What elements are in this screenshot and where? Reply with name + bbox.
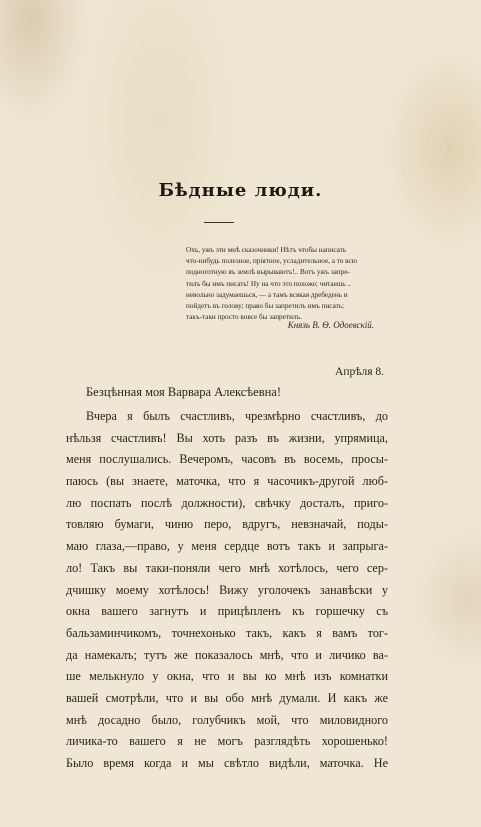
epigraph-line: тилъ бы имъ писать! Ну на что это похоже; читаешь ..	[186, 279, 351, 288]
epigraph-line: что-нибудь полезное, пріятное, усладительное, а то всю	[186, 257, 358, 266]
body-line: нѣльзя счастливъ! Вы хоть разъ въ жизни, упрямица,	[66, 430, 388, 445]
body-line: паюсь (вы знаете, маточка, что я часочикъ-другой люб-	[66, 474, 388, 489]
body-line: товляю бумаги, чиню перо, вдругъ, невзначай, поды-	[66, 517, 388, 532]
epigraph-line: такъ-таки просто вовсе бы запретилъ.	[186, 313, 302, 322]
epigraph-line: невольно задумаешься, — а тамъ всякая дребедень и	[186, 290, 348, 299]
body-line: Вчера я былъ счастливъ, чрезмѣрно счастливъ, до	[86, 409, 388, 423]
epigraph-line: подноготную въ землѣ вырываютъ!.. Вотъ ужъ запре-	[186, 268, 350, 277]
epigraph	[186, 245, 391, 323]
body-line: вашей смотрѣли, что и вы обо мнѣ думали. И какъ же	[66, 690, 388, 705]
epigraph-line: Охъ, ужъ эти мнѣ сказочники! Нѣтъ чтобы написать	[186, 246, 347, 254]
letter-body	[66, 406, 388, 775]
chapter-title: Бѣдные люди.	[158, 180, 323, 201]
epigraph-author: Князь В. Ѳ. Одоевскій.	[287, 320, 374, 330]
body-line: лю поспать послѣ должности), свѣчку досталъ, приго-	[66, 495, 388, 510]
letter-date: Апрѣля 8.	[335, 366, 384, 378]
body-line: ше мелькнуло у окна, что и вы ко мнѣ изъ комнатки	[66, 669, 388, 684]
body-line: личика-то вашего я не могъ разглядѣть хорошенько!	[66, 734, 388, 749]
body-line: да намекалъ; тутъ же показалось мнѣ, что и личико ва-	[66, 647, 388, 662]
body-line: маю глаза,—право, у меня сердце вотъ такъ и запрыга-	[66, 539, 388, 554]
body-line: Было время когда и мы свѣтло видѣли, маточка. Не	[66, 756, 388, 770]
epigraph-line: пойдетъ въ голову; право бы запретилъ имъ писать;	[186, 302, 345, 311]
letter-salutation: Безцѣнная моя Варвара Алексѣевна!	[86, 385, 281, 399]
title-divider	[204, 222, 234, 223]
body-line: меня послушались. Вечеромъ, часовъ въ восемь, просы-	[66, 452, 388, 467]
body-line: дчишку моему хотѣлось! Вижу уголочекъ занавѣски у	[66, 582, 388, 597]
body-line: бальзаминчикомъ, точнехонько такъ, какъ я вамъ тог-	[66, 625, 388, 640]
body-line: мнѣ досадно было, голубчикъ мой, что миловидного	[66, 712, 388, 727]
body-line: ло! Такъ вы таки-поняли чего мнѣ хотѣлось, чего сер-	[66, 560, 388, 575]
body-line: окна вашего загнутъ и прицѣпленъ къ горшечку съ	[66, 604, 388, 619]
